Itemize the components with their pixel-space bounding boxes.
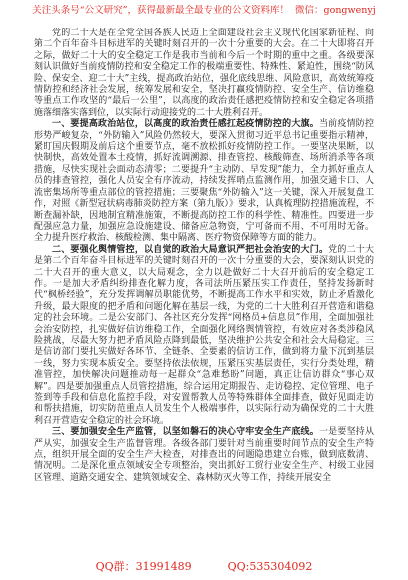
section-heading: 三、要加强安全生产监管，以坚如磐石的决心守牢安全生产底线。 bbox=[52, 427, 319, 438]
section-heading: 二、要强化舆情管控，以自觉的政治大局意识严把社会治安的大门。 bbox=[52, 244, 329, 255]
footer-qq-group: QQ群：31991489 bbox=[95, 560, 192, 573]
page-header bbox=[0, 5, 408, 17]
section-paragraph bbox=[34, 245, 374, 428]
section-paragraph bbox=[34, 427, 374, 484]
page-footer bbox=[0, 560, 408, 574]
section-text: 当前疫情防控形势严峻复杂，“外防输入”风险仍然较大，要深入贯彻习近平总书记重要指示精神，紧盯国庆假期及前后这个重要节点，毫不放松抓好疫情防控工作。一要坚决果断，以快制快，高效处置本土疫情，抓好流调溯源、排查管控、核酸筛查、场所消杀等各项措施，尽快实现社会面动态清零；二要提升“主动防、早发现”能力，全力抓好重点人员的排查管控，强化人员安全有序流动，持续发挥哨点监测作用，加强交通卡口、人流密集场所等重点部位的管控措施；三要聚焦“外防输入”这一关键，深入开展复盘工作，对照《新型冠状病毒肺炎防控方案（第九版）》要求，认真梳理防控措施流程，不断查漏补缺，因地制宜精准施策，不断提高防控工作的科学性、精准性。四要进一步配强应急力量，加强应急设施建设、储备应急物资，宁可备而不用、不可用时无备。全力提升医疗救治、核酸检测、集中隔离、医疗物资保障等方面的能力。 bbox=[34, 119, 374, 244]
section-text: 一是要坚持从严从实，加强安全生产监督管理。各级各部门要针对当前重要时间节点的安全生产特点，组织开展全面的安全生产大检查，对排查出的问题隐患建立台账，做到底数清、情况明。二是深化重点领域安全专项整治，突出抓好工贸行业安全生产、村级工业园区管理、道路交通安全、建筑领域安全、森林防灭火等工作，持续开展安全 bbox=[34, 427, 374, 483]
section-text: 党的二十大是第二个百年奋斗目标进军的关键时刻召开的一次十分重要的大会，要深刻认识党的二十大召开的重大意义，以大局观念，全力以赴做好二十大召开前后的安全稳定工作。一是加大矛盾纠纷排查化解力度，各司法所压紧压实工作责任，坚持发扬新时代“枫桥经验”，充分发挥调解员职能优势，不断提高工作水平和实效，防止矛盾激化升级，最大限度的把矛盾和问题化解在基层一线，为党的二十大胜利召开营造和谐稳定的社会环境。二是公安部门、各社区充分发挥“网格员+信息员”作用，全面加强社会治安防控，扎实做好信访维稳工作，全面强化网络舆情管控，有效应对各类涉稳风险挑战，尽最大努力把矛盾风险点降到最低，坚决维护公共安全和社会大局稳定。三是信访部门要扎实做好各环节、全链条、全要素的信访工作，做到将力量下沉到基层一线，努力实现本质安全。要坚持依法依规，压紧压实基层责任，实行分类处理，精准管控，加快解决问题推动每一起群众“急难愁盼”问题，真正让信访群众“事心双解”。四是要加强重点人员管控措施，综合运用定期报告、走访稳控、定位管理、电子签到等手段和信息化监控手段，对安置帮教人员等特殊群体全面排查，做好见面走访和帮扶措施，切实防范重点人员发生个人极端事件，以实际行动为确保党的二十大胜利召开营造安全稳定的社会环境。 bbox=[34, 244, 374, 426]
document-body bbox=[34, 28, 374, 558]
footer-qq: QQ:535304092 bbox=[227, 560, 313, 573]
header-notice: 关注头条号“公文研究”，获得最新最全最专业的公文资料库！ bbox=[32, 5, 290, 16]
section-heading: 一、要提高政治站位，以高度的政治责任感扛起疫情防控的大旗。 bbox=[52, 119, 319, 130]
section-paragraph bbox=[34, 119, 374, 244]
intro-paragraph: 党的二十大是在全党全国各族人民迈上全面建设社会主义现代化国家新征程、向第二个百年奋斗目标进军的关键时刻召开的一次十分重要的大会。在二十大即将召开之际，做好二十大的安全稳定工作是我市当前和今后一个时期的重中之重。各级要深刻认识做好当前疫情防控和安全稳定工作的极端重要性、特殊性、紧迫性，围绕“防风险、保安全、迎二十大”主线，提高政治站位，强化底线思维、风险意识，高效统筹疫情防控和经济社会发展，统筹发展和安全，坚决打赢疫情防控、安全生产、信访维稳等重点工作攻坚的“最后一公里”，以高度的政治责任感把疫情防控和安全稳定各项措施落细落实落到位，以实际行动迎接党的二十大胜利召开。 bbox=[34, 28, 374, 118]
header-wechat: 微信：gongwenyj bbox=[295, 5, 376, 16]
